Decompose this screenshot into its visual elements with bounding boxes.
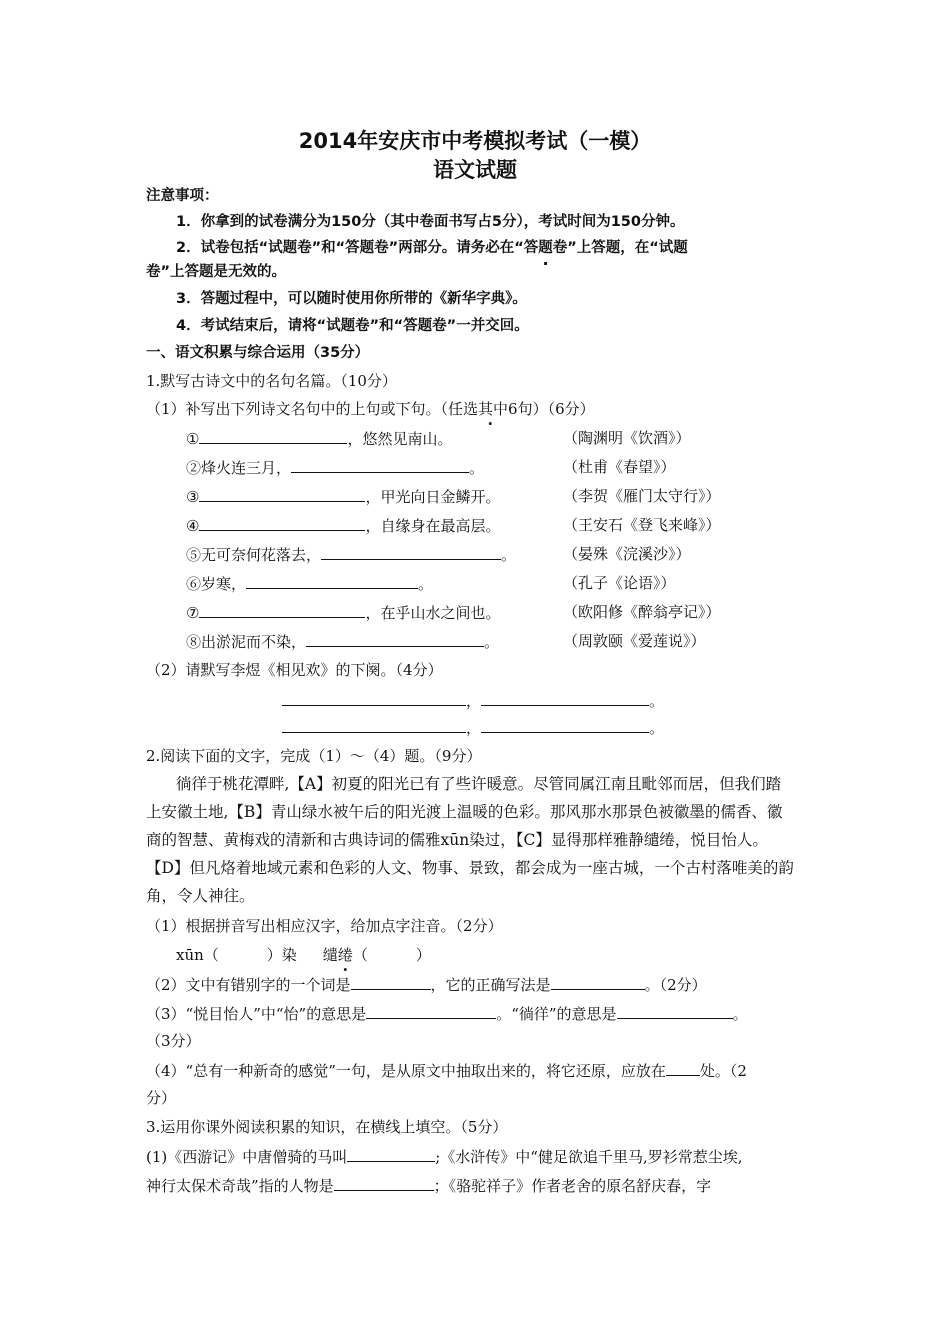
poem-line-1: ① ，悠然见南山。 bbox=[186, 430, 453, 448]
passage-line-5: 角，令人神往。 bbox=[146, 887, 255, 905]
q2-stem: 2.阅读下面的文字，完成（1）～（4）题。（9分） bbox=[146, 747, 482, 765]
q3-line-2: 神行太保术奇哉”指的人物是 ；《骆驼祥子》作者老舍的原名舒庆春，字 bbox=[146, 1177, 712, 1195]
answer-blank[interactable] bbox=[347, 1146, 435, 1162]
poem-line-8: ⑧出淤泥而不染， 。 bbox=[186, 633, 500, 651]
notice-item-2-cont: 卷”上答题是无效的。 bbox=[146, 264, 287, 280]
answer-blank[interactable] bbox=[481, 717, 649, 733]
dotted-emphasis: 任选其中6句 . bbox=[448, 400, 533, 418]
poem-source-8: （周敦颐《爱莲说》） bbox=[563, 632, 706, 650]
notice-item-4: 4．考试结束后，请将“试题卷”和“答题卷”一并交回。 bbox=[176, 318, 529, 334]
answer-blank[interactable] bbox=[551, 974, 645, 990]
exam-subtitle: 语文试题 bbox=[433, 158, 517, 182]
answer-blank[interactable] bbox=[199, 515, 365, 531]
passage-line-3: 商的智慧、黄梅戏的清新和古典诗词的儒雅xūn染过，【C】显得那样雅静缱绻，悦目怡人。 bbox=[146, 831, 768, 849]
ci-answer-line-1: ， 。 bbox=[282, 690, 664, 711]
q2-sub1-answer: xūn（ ）染 缱绻（ ） bbox=[176, 946, 431, 964]
answer-blank[interactable] bbox=[351, 974, 431, 990]
q2-sub3: （3）“悦目怡人”中“怡”的意思是 。“徜徉”的意思是 。 bbox=[146, 1005, 748, 1023]
poem-source-4: （王安石《登飞来峰》） bbox=[563, 516, 721, 534]
dotted-emphasis: 答题卷 bbox=[523, 240, 568, 256]
answer-blank[interactable] bbox=[291, 457, 469, 473]
notice-item-1: 1．你拿到的试卷满分为150分（其中卷面书写占5分），考试时间为150分钟。 bbox=[176, 214, 685, 230]
exam-title: 2014年安庆市中考模拟考试（一模） bbox=[298, 129, 652, 153]
poem-line-3: ③ ，甲光向日金鳞开。 bbox=[186, 488, 501, 506]
q2-sub2: （2）文中有错别字的一个词是 ，它的正确写法是 。（2分） bbox=[146, 976, 707, 994]
poem-line-7: ⑦ ，在乎山水之间也。 bbox=[186, 604, 501, 622]
section-1-heading: 一、语文积累与综合运用（35分） bbox=[146, 345, 370, 361]
q2-sub4: （4）“总有一种新奇的感觉”一句，是从原文中抽取出来的，将它还原，应放在 处。（2 bbox=[146, 1062, 747, 1080]
q2-sub1: （1）根据拼音写出相应汉字，给加点字注音。（2分） bbox=[146, 917, 503, 935]
answer-blank[interactable] bbox=[666, 1060, 700, 1076]
q1-sub1: （1）补写出下列诗文名句中的上句或下句。（任选其中6句 .）（6分） bbox=[146, 399, 595, 419]
poem-source-1: （陶渊明《饮酒》） bbox=[563, 429, 691, 447]
notice-heading: 注意事项： bbox=[146, 188, 219, 204]
q1-stem: 1.默写古诗文中的名句名篇。（10分） bbox=[146, 372, 397, 390]
answer-blank[interactable] bbox=[617, 1003, 733, 1019]
answer-blank[interactable] bbox=[334, 1175, 434, 1191]
q2-sub3-score: （3分） bbox=[146, 1032, 201, 1050]
dotted-emphasis: 绻 bbox=[337, 946, 353, 964]
answer-blank[interactable] bbox=[481, 690, 649, 706]
answer-blank[interactable] bbox=[321, 544, 501, 560]
answer-blank[interactable] bbox=[199, 602, 365, 618]
answer-blank[interactable] bbox=[246, 573, 418, 589]
answer-blank[interactable] bbox=[282, 690, 466, 706]
q3-line-1: (1)《西游记》中唐僧骑的马叫 ;《水浒传》中“健足欲追千里马,罗衫常惹尘埃, bbox=[146, 1148, 743, 1166]
q2-sub4-cont: 分） bbox=[146, 1089, 177, 1107]
q3-stem: 3.运用你课外阅读积累的知识，在横线上填空。（5分） bbox=[146, 1118, 508, 1136]
answer-blank[interactable] bbox=[282, 717, 466, 733]
poem-line-4: ④ ，自缘身在最高层。 bbox=[186, 517, 501, 535]
q1-sub2: （2）请默写李煜《相见欢》的下阕。（4分） bbox=[146, 661, 443, 679]
passage-line-2: 上安徽土地,【B】青山绿水被午后的阳光渡上温暖的色彩。那风那水那景色被徽墨的儒香、徽 bbox=[146, 803, 783, 821]
ci-answer-line-2: ， 。 bbox=[282, 717, 664, 738]
passage-line-4: 【D】但凡烙着地域元素和色彩的人文、物事、景致，都会成为一座古城，一个古村落唯美的韵 bbox=[146, 859, 794, 877]
answer-blank[interactable] bbox=[199, 486, 365, 502]
poem-source-5: （晏殊《浣溪沙》） bbox=[563, 545, 691, 563]
poem-source-6: （孔子《论语》） bbox=[563, 574, 676, 592]
passage-line-1: 徜徉于桃花潭畔,【A】初夏的阳光已有了些许暖意。尽管同属江南且毗邻而居，但我们踏 bbox=[176, 775, 782, 793]
answer-blank[interactable] bbox=[199, 428, 347, 444]
poem-line-2: ②烽火连三月， 。 bbox=[186, 459, 485, 477]
poem-line-6: ⑥岁寒， 。 bbox=[186, 575, 434, 593]
poem-source-7: （欧阳修《醉翁亭记》） bbox=[563, 603, 721, 621]
poem-source-2: （杜甫《春望》） bbox=[563, 458, 676, 476]
notice-item-2: 2．试卷包括“试题卷”和“答题卷”两部分。请务必在“答题卷”上答题，在“试题 bbox=[176, 240, 688, 256]
answer-blank[interactable] bbox=[306, 631, 484, 647]
notice-item-3: 3．答题过程中，可以随时使用你所带的《新华字典》。 bbox=[176, 291, 527, 307]
answer-blank[interactable] bbox=[366, 1003, 496, 1019]
poem-line-5: ⑤无可奈何花落去， 。 bbox=[186, 546, 517, 564]
poem-source-3: （李贺《雁门太守行》） bbox=[563, 487, 721, 505]
